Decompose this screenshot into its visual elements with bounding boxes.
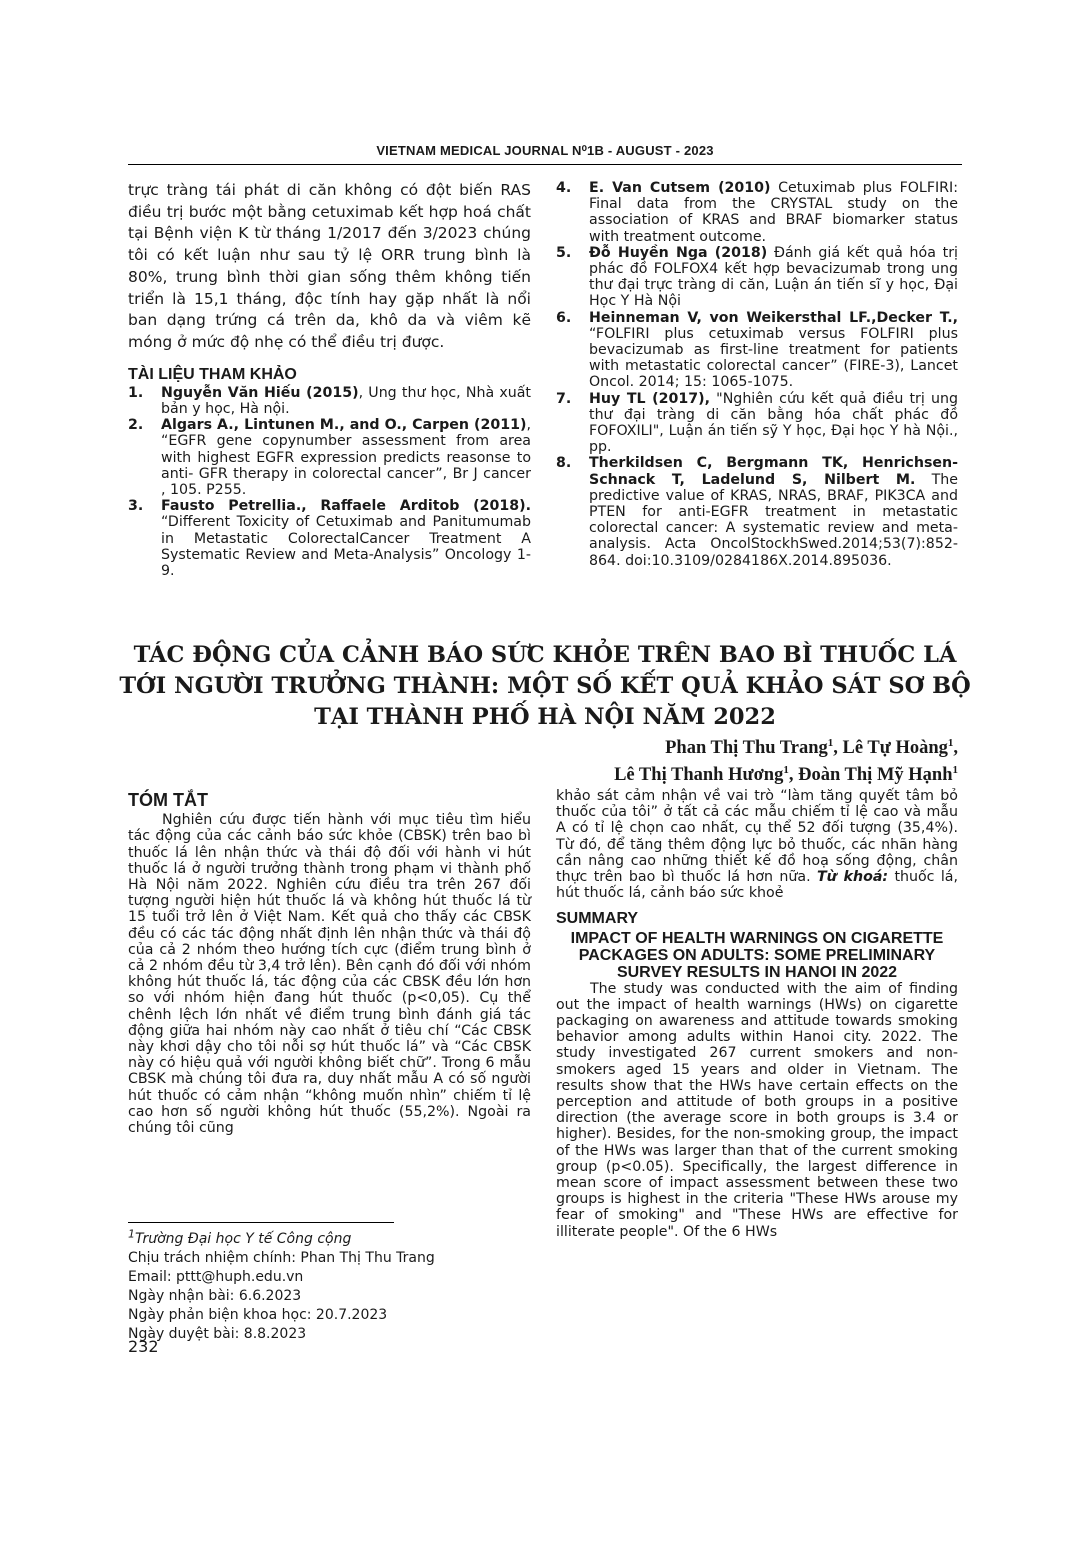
left-column-upper <box>128 180 531 579</box>
reference-body <box>589 455 958 568</box>
affiliation-mark: 1 <box>783 763 789 776</box>
reference-number: 8. <box>556 455 572 472</box>
affiliation-mark: 1 <box>128 1227 135 1241</box>
author-name: Đoàn Thị Mỹ Hạnh <box>798 765 953 785</box>
reference-authors: Algars A., Lintunen M., and O., Carpen (2011) <box>161 417 527 434</box>
reference-body <box>161 498 531 579</box>
title-line: TỚI NGƯỜI TRƯỞNG THÀNH: MỘT SỐ KẾT QUẢ KHẢO SÁT SƠ BỘ <box>119 673 971 699</box>
author-name: Phan Thị Thu Trang <box>665 738 828 758</box>
authors-line: Phan Thị Thu Trang$^1$, Lê Tự Hoàng$^1$, <box>665 736 958 758</box>
reference-authors: Đỗ Huyền Nga (2018) <box>589 244 768 261</box>
reference-item <box>556 310 958 391</box>
references-list-left <box>128 385 531 579</box>
author-name: Lê Thị Thanh Hương <box>614 765 784 785</box>
received-date: Ngày nhận bài: 6.6.2023 <box>128 1288 302 1304</box>
footnote-rule <box>128 1222 394 1223</box>
reference-item <box>556 180 958 245</box>
authors <box>520 735 958 789</box>
reference-number: 6. <box>556 309 572 326</box>
reference-item <box>556 455 958 568</box>
title-line: TÁC ĐỘNG CỦA CẢNH BÁO SỨC KHỎE TRÊN BAO BÌ THUỐC LÁ <box>133 642 957 668</box>
accepted-date: Ngày duyệt bài: 8.8.2023 <box>128 1326 307 1342</box>
reference-authors: Huy TL (2017), <box>589 390 710 407</box>
review-date: Ngày phản biện khoa học: 20.7.2023 <box>128 1307 388 1323</box>
reference-body <box>589 180 958 245</box>
reference-item <box>128 498 531 579</box>
page-number: 232 <box>128 1337 159 1356</box>
affiliation-footnote: Trường Đại học Y tế Công cộng <box>135 1231 352 1247</box>
reference-details: "Nghiên cứu kết quả điều trị ung thư đại tràng di căn bằng hóa chất phác đồ FOFOXILI", Luận án tiến sỹ Y học, Đại học Y hà Nội., pp. <box>589 390 958 456</box>
reference-item <box>128 417 531 498</box>
intro-paragraph: trực tràng tái phát di căn không có đột biến RAS điều trị bước một bằng cetuximab kết hợp hoá chất tại Bệnh viện K từ tháng 1/2017 đến 3/2023 chúng tôi có kết luận như sau tỷ lệ ORR trung bình là 80%, trung bình thời gian sống thêm không tiến triển là 15,1 tháng, độc tính hay gặp nhất là nổi ban dạng trứng cá trên da, khô da và viêm kẽ móng ở mức độ nhẹ có thể điều trị được. <box>128 181 531 351</box>
reference-item <box>128 385 531 417</box>
contact-email: Email: pttt@huph.edu.vn <box>128 1269 304 1285</box>
reference-body <box>161 385 531 417</box>
reference-body <box>589 245 958 310</box>
reference-authors: Fausto Petrellia., Raffaele Arditob (2018). <box>161 498 531 515</box>
reference-details: Cetuximab plus FOLFIRI: Final data from the CRYSTAL study on the association of KRAS and BRAF biomarker status with treatment outcome. <box>589 180 958 245</box>
summary-title: IMPACT OF HEALTH WARNINGS ON CIGARETTE PACKAGES ON ADULTS: SOME PRELIMINARY SURVEY RESULTS IN HANOI IN 2022 <box>570 929 944 981</box>
authors-line: Lê Thị Thanh Hương$^1$, Đoàn Thị Mỹ Hạnh$^1$ <box>614 763 958 785</box>
affiliation-mark: 1 <box>952 763 958 776</box>
reference-body <box>589 310 958 391</box>
left-column-abstract <box>128 792 531 1136</box>
reference-details: , “EGFR gene copynumber assessment from area with highest EGFR expression predicts reasonse to anti- GFR therapy in colorectal cancer”, Br J cancer , 105. P255. <box>161 417 531 499</box>
affiliation-mark: 1 <box>827 736 834 749</box>
reference-authors: Therkildsen C, Bergmann TK, Henrichsen-Schnack T, Ladelund S, Nilbert M. <box>589 455 958 488</box>
keywords-label: Từ khoá: <box>816 869 889 886</box>
abstract-heading: TÓM TẮT <box>128 790 208 810</box>
responsible-author: Chịu trách nhiệm chính: Phan Thị Thu Trang <box>128 1250 435 1266</box>
affiliation-mark: 1 <box>947 736 954 749</box>
reference-details: “Different Toxicity of Cetuximab and Panitumumab in Metastatic ColorectalCancer Treatment A Systematic Review and Meta-Analysis” Oncology 1-9. <box>161 514 531 580</box>
reference-number: 1. <box>128 384 144 401</box>
reference-details: “FOLFIRI plus cetuximab versus FOLFIRI plus bevacizumab as first-line treatment for patients with metastatic colorectal cancer” (FIRE-3), Lancet Oncol. 2014; 15: 1065-1075. <box>589 325 958 391</box>
reference-number: 2. <box>128 417 144 434</box>
reference-item <box>556 245 958 310</box>
footnotes <box>128 1227 528 1344</box>
reference-authors: E. Van Cutsem (2010) <box>589 180 771 196</box>
keywords: thuốc lá, hút thuốc lá, cảnh báo sức khoẻ <box>556 869 958 902</box>
reference-body <box>161 417 531 498</box>
right-column-upper <box>556 180 958 569</box>
reference-number: 4. <box>556 180 572 196</box>
reference-authors: Nguyễn Văn Hiếu (2015) <box>161 384 359 401</box>
references-heading: TÀI LIỆU THAM KHẢO <box>128 365 297 383</box>
reference-number: 5. <box>556 244 572 261</box>
journal-header: VIETNAM MEDICAL JOURNAL N⁰1B - AUGUST - 2023 <box>376 143 714 158</box>
reference-item <box>556 391 958 456</box>
title-line: TẠI THÀNH PHỐ HÀ NỘI NĂM 2022 <box>314 704 776 730</box>
references-list-right <box>556 180 958 569</box>
abstract-text-left: Nghiên cứu được tiến hành với mục tiêu tìm hiểu tác động của các cảnh báo sức khỏe (CBSK) trên bao bì thuốc lá lên nhận thức và thái độ đối với hành vi hút thuốc lá ở người trưởng thành trong phạm vi thành phố Hà Nội năm 2022. Nghiên cứu điều tra trên 267 đối tượng người hiện hút thuốc lá và không hút thuốc lá từ 15 tuổi trở lên ở Việt Nam. Kết quả cho thấy các CBSK đều có các tác động nhất định lên nhận thức và thái độ của cả 2 nhóm theo hướng tích cực (điểm trung bình ở cả 2 nhóm đều từ 3,4 trở lên). Bên cạnh đó đối với nhóm không hút thuốc lá, tác động của các CBSK đều lớn hơn so với nhóm hiện đang hút thuốc (p<0,05). Cụ thể chênh lệch lớn nhất về điểm trung bình đánh giá tác động giữa hai nhóm này cao nhất ở tiêu chí “Các CBSK này khơi dậy cho tôi nỗi sợ hút thuốc lá” và “Các CBSK này có hiệu quả với người không biết chữ”. Trong 6 mẫu CBSK mà chúng tôi đưa ra, duy nhất mẫu A có số người hút thuốc có cảm nhận “không muốn nhìn” chiếm tỉ lệ cao hơn số người không hút thuốc (55,2%). Ngoài ra chúng tôi cũng <box>128 812 532 1137</box>
reference-details: The predictive value of KRAS, NRAS, BRAF, PIK3CA and PTEN for anti-EGFR treatment in metastatic colorectal cancer: A systematic review and meta-analysis. Acta OncolStockhSwed.2014;53(7):852-864. doi:10.3109/0284186X.2014.895036. <box>589 471 958 569</box>
reference-details: Đánh giá kết quả hóa trị phác đồ FOLFOX4 kết hợp bevacizumab trong ung thư đại trực tràng di căn, Luận án tiến sĩ y học, Đại Học Y Hà Nội <box>589 244 958 310</box>
reference-authors: Heinneman V, von Weikersthal LF.,Decker T., <box>589 309 958 326</box>
reference-number: 3. <box>128 498 144 515</box>
reference-number: 7. <box>556 390 572 407</box>
abstract-text-right: khảo sát cảm nhận về vai trò “làm tăng quyết tâm bỏ thuốc của tôi” ở tất cả các mẫu chiếm tỉ lệ cao và mẫu A có tỉ lệ chọn cao nhất, cụ thể 52 đối tượng (35,4%). Từ đó, để tăng thêm động lực bỏ thuốc, các nhãn hàng cần nâng cao những thiết kế đồ hoạ sống động, chân thực trên bao bì thuốc lá hơn nữa. <box>556 788 958 886</box>
reference-body <box>589 391 958 456</box>
reference-details: , Ung thư học, Nhà xuất bản y học, Hà nội. <box>161 384 531 418</box>
right-column-abstract <box>556 788 958 1240</box>
header-rule <box>128 164 962 165</box>
author-name: Lê Tự Hoàng <box>842 738 948 758</box>
summary-text: The study was conducted with the aim of finding out the impact of health warnings (HWs) on cigarette packaging on awareness and attitude towards smoking behavior among adults within Hanoi city. 2022. The study investigated 267 current smokers and non-smokers aged 15 years and older in Vietnam. The results show that the HWs have certain effects on the perception and attitude of both groups in a positive direction (the average score in both groups is 3.4 or higher). Besides, for the non-smoking group, the impact of the HWs was larger than that of the current smoking group (p<0.05). Specifically, the largest difference in mean score of impact assessment between these two groups is highest in the criteria "These HWs arouse my fear of smoking" and "These HWs are effective for illiterate people". Of the 6 HWs <box>556 980 958 1240</box>
article-title <box>100 640 990 733</box>
summary-heading: SUMMARY <box>556 910 639 928</box>
